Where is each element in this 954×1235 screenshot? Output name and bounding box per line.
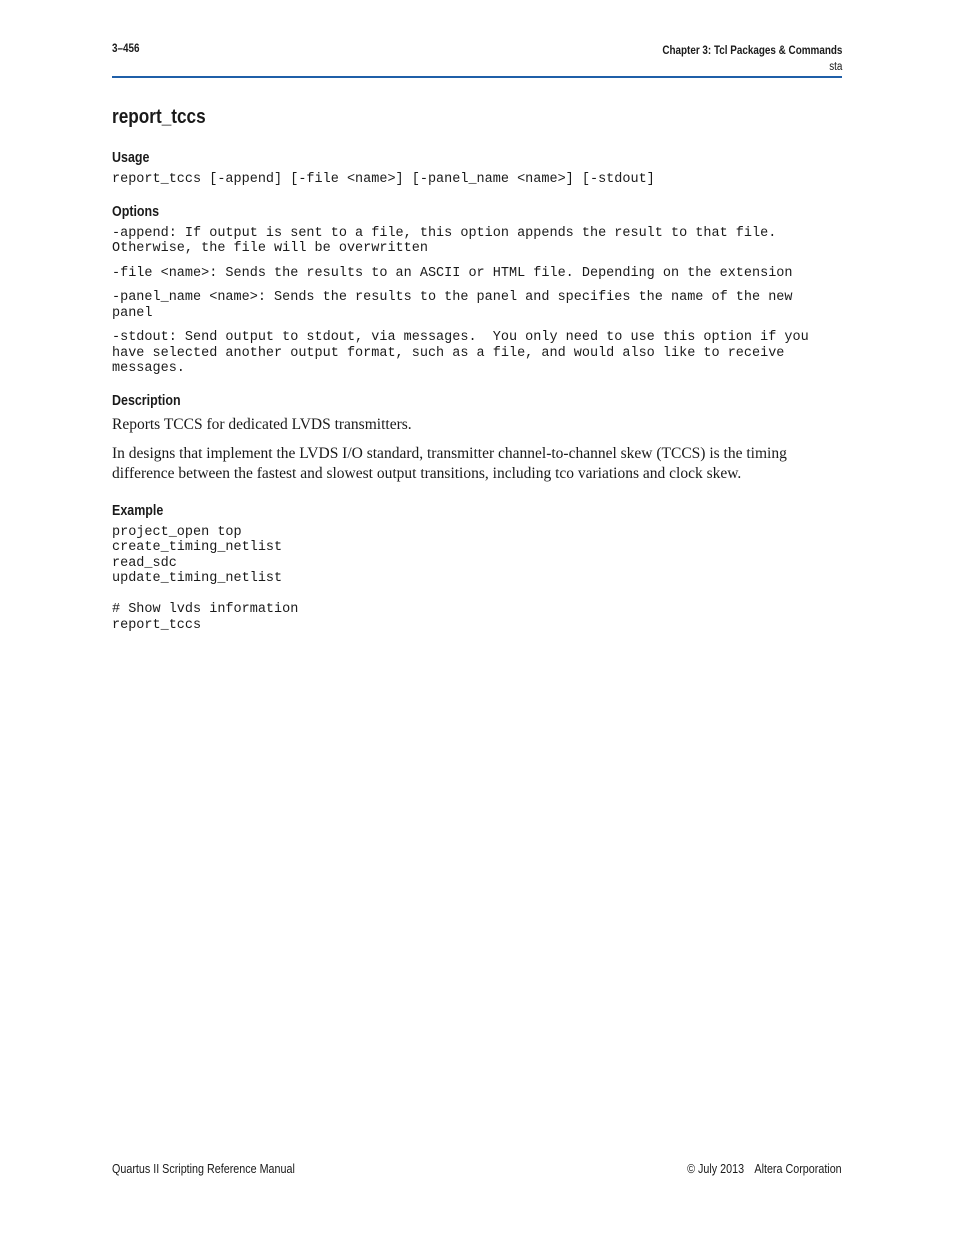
options-heading: Options xyxy=(112,203,160,220)
manual-title: Quartus II Scripting Reference Manual xyxy=(112,1162,295,1176)
description-paragraph: Reports TCCS for dedicated LVDS transmitters. xyxy=(112,415,412,433)
section-name: sta xyxy=(828,61,842,73)
header-rule xyxy=(112,76,842,78)
chapter-title: Chapter 3: Tcl Packages & Commands xyxy=(661,45,842,57)
option-panel-name: -panel_name <name>: Sends the results to the panel and specifies the name of the new panel xyxy=(112,290,793,321)
publication-date: © July 2013 xyxy=(687,1162,745,1176)
example-heading: Example xyxy=(112,502,164,519)
running-header xyxy=(662,43,842,75)
usage-code: report_tccs [-append] [-file <name>] [-panel_name <name>] [-stdout] xyxy=(112,172,655,187)
usage-heading: Usage xyxy=(112,150,150,166)
company-name: Altera Corporation xyxy=(754,1162,842,1176)
option-stdout: -stdout: Send output to stdout, via messages. You only need to use this option if you have selected another output format, such as a file, and would also like to receive messages. xyxy=(112,330,809,376)
option-append: -append: If output is sent to a file, this option appends the result to that file. Otherwise, the file will be overwritten xyxy=(112,225,777,256)
description-paragraph: In designs that implement the LVDS I/O standard, transmitter channel-to-channel skew (TCCS) is the timing difference between the fastest and slowest output transitions, including tco variations and clock skew. xyxy=(112,444,787,482)
footer-right xyxy=(687,1162,842,1176)
page-number: 3–456 xyxy=(112,43,140,55)
description-heading: Description xyxy=(112,392,181,409)
command-title: report_tccs xyxy=(112,106,206,128)
main-content xyxy=(112,103,842,633)
example-code: project_open top create_timing_netlist read_sdc update_timing_netlist # Show lvds information report_tccs xyxy=(112,524,299,633)
option-file: -file <name>: Sends the results to an ASCII or HTML file. Depending on the extension xyxy=(112,265,793,281)
